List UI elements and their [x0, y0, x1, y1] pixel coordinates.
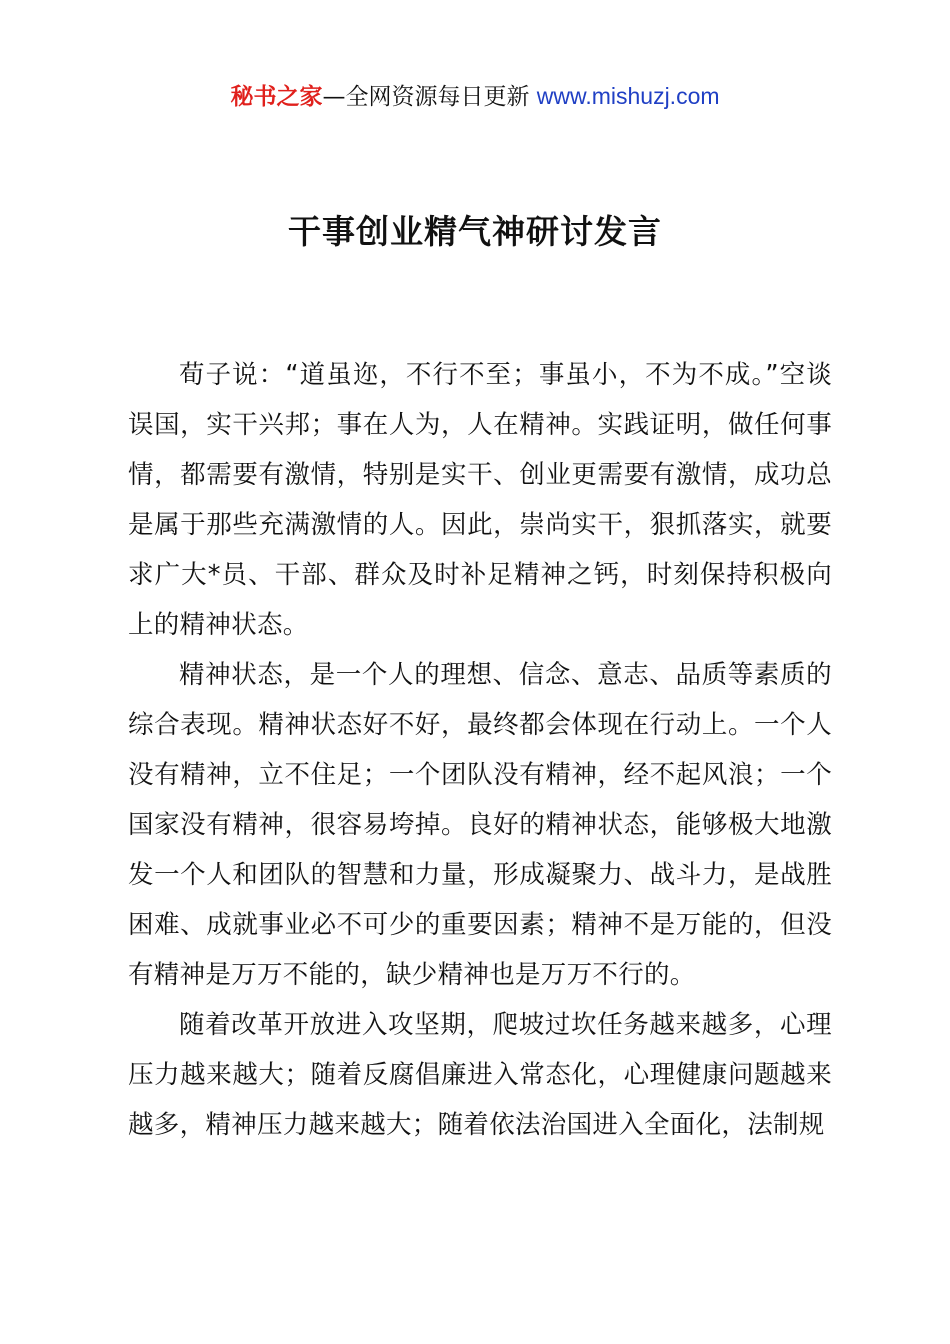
paragraph: 精神状态，是一个人的理想、信念、意志、品质等素质的综合表现。精神状态好不好，最终都会体现在行动上。一个人没有精神，立不住足；一个团队没有精神，经不起风浪；一个国家没有精神，很容易垮掉。良好的精神状态，能够极大地激发一个人和团队的智慧和力量，形成凝聚力、战斗力，是战胜困难、成就事业必不可少的重要因素；精神不是万能的，但没有精神是万万不能的，缺少精神也是万万不行的。: [128, 660, 832, 990]
document-title: 干事创业精气神研讨发言: [288, 212, 662, 251]
page-header: [0, 80, 950, 113]
site-url-link[interactable]: www.mishuzj.com: [536, 83, 720, 109]
paragraph: 荀子说：“道虽迩，不行不至；事虽小，不为不成。”空谈误国，实干兴邦；事在人为，人在精神。实践证明，做任何事情，都需要有激情，特别是实干、创业更需要有激情，成功总是属于那些充满激情的人。因此，崇尚实干，狠抓落实，就要求广大*员、干部、群众及时补足精神之钙，时刻保持积极向上的精神状态。: [128, 360, 832, 640]
paragraph: 随着改革开放进入攻坚期，爬坡过坎任务越来越多，心理压力越来越大；随着反腐倡廉进入常态化，心理健康问题越来越多，精神压力越来越大；随着依法治国进入全面化，法制规: [128, 1010, 832, 1140]
document-body: [128, 350, 832, 1150]
header-tagline: —全网资源每日更新: [322, 84, 537, 110]
brand-name: 秘书之家: [230, 84, 323, 110]
